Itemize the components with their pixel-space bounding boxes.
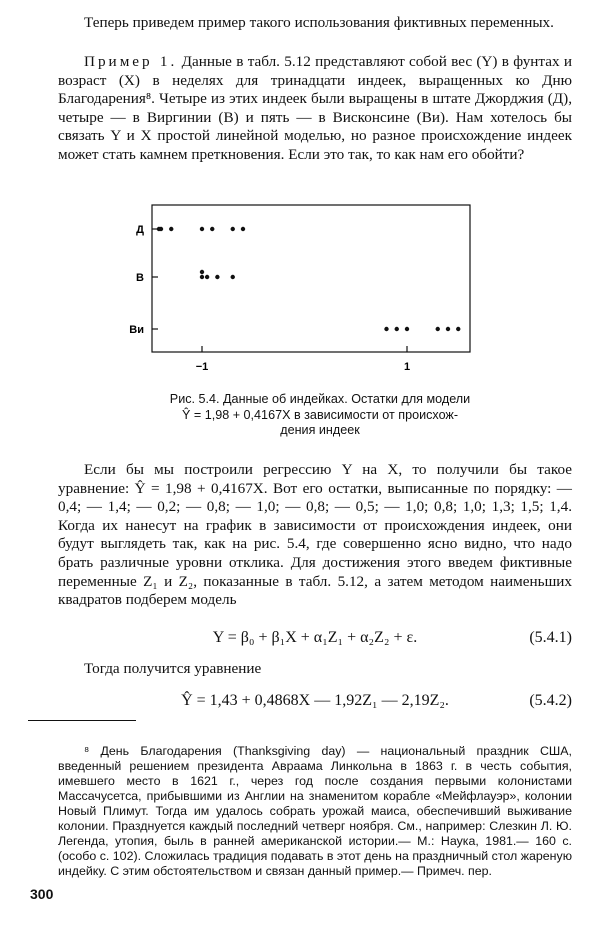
data-point <box>384 327 388 331</box>
data-point <box>205 275 209 279</box>
then-text: Тогда получится уравнение <box>84 660 262 677</box>
x-tick-label: 1 <box>403 361 411 373</box>
data-point <box>231 275 235 279</box>
y-category-label: В <box>136 272 144 284</box>
data-point <box>169 227 173 231</box>
equation-5-4-1 <box>58 627 572 649</box>
residuals-scatter-chart <box>0 0 600 392</box>
data-point <box>200 227 204 231</box>
data-point <box>215 275 219 279</box>
footnote-text: ⁸ День Благодарения (Thanksgiving day) — национальный праздник США, введенный решением президента Авраама Линкольна в 1863 г. в честь события, имевшего место в 1621 г., через год после создания первыми колонистами Массачусетса, прибывшими из Англии на знаменитом корабле «Мейфлауэр», колонии Новый Плимут. Тогда им удалось собрать урожай маиса, обеспечивший выживание колонии. Празднуется каждый последний четверг ноября. См., например: Слезкин Л. Ю. Легенда, утопия, быль в ранней американской истории.— М.: Наука, 1981.— 160 с. (особо с. 102). Сложилась традиция подавать в этот день на праздничный стол жареную индейку. С этим обстоятельством и связан данный пример.— Примеч. пер. <box>58 744 572 878</box>
equation-5-4-1-body: Y = β₀ + β₁X + α₁Z₁ + α₂Z₂ + ε. <box>212 629 418 646</box>
caption-line-3: дения индеек <box>280 423 360 437</box>
equation-5-4-2 <box>58 690 572 712</box>
equation-5-4-2-number: (5.4.2) <box>529 692 572 709</box>
data-point <box>405 327 409 331</box>
data-point <box>395 327 399 331</box>
figure-caption <box>140 392 500 439</box>
regression-paragraph <box>58 461 572 610</box>
data-point <box>241 227 245 231</box>
plot-frame <box>152 205 470 352</box>
data-point <box>456 327 460 331</box>
data-point <box>436 327 440 331</box>
page-number: 300 <box>30 886 54 902</box>
caption-line-2: Ŷ = 1,98 + 0,4167X в зависимости от происхож- <box>181 407 459 422</box>
example-label: Пример 1. <box>84 53 178 70</box>
data-point <box>231 227 235 231</box>
caption-line-1: Рис. 5.4. Данные об индейках. Остатки для модели <box>169 392 471 406</box>
data-point <box>200 270 204 274</box>
intro-text: Теперь приведем пример такого использования фиктивных переменных. <box>84 14 554 31</box>
data-point <box>210 227 214 231</box>
equation-5-4-1-number: (5.4.1) <box>529 629 572 646</box>
data-point <box>446 327 450 331</box>
equation-5-4-2-body: Ŷ = 1,43 + 0,4868X — 1,92Z₁ — 2,19Z₂. <box>181 692 449 709</box>
y-category-label: Ви <box>129 324 144 336</box>
example-text: Данные в табл. 5.12 представляют собой вес (Y) в фунтах и возраст (X) в неделях для тринадцати индеек, выращенных ко Дню Благодарения⁸. Четыре из этих индеек были выращены в штате Джорджия (Д), четыре — в Виргинии (В) и пять — в Висконсине (Ви). Нам хотелось бы связать Y и X простой линейной моделью, но разное происхождение индеек может стать камнем преткновения. Если это так, то как нам его обойти? <box>58 53 572 163</box>
data-point <box>159 227 163 231</box>
then-paragraph <box>58 660 572 679</box>
footnote <box>58 744 572 878</box>
x-tick-label: −1 <box>195 361 209 373</box>
regression-text: Если бы мы построили регрессию Y на X, то получили бы такое уравнение: Ŷ = 1,98 + 0,4167X. Вот его остатки, выписанные по порядку: — 0,4; — 1,4; — 0,2; — 0,8; — 1,0; — 0,8; — 0,5; — 1,0; 0,8; 1,0; 1,3; 1,5; 1,4. Когда их нанесут на график в зависимости от происхождения индеек, они будут выглядеть так, как на рис. 5.4, где совершенно ясно видно, что надо брать различные уровни отклика. Для достижения этого введем фиктивные переменные Z₁ и Z₂, показанные в табл. 5.12, а затем методом наименьших квадратов подберем модель <box>58 461 572 609</box>
footnote-rule <box>28 720 136 721</box>
y-category-label: Д <box>136 224 144 236</box>
data-point <box>200 275 204 279</box>
